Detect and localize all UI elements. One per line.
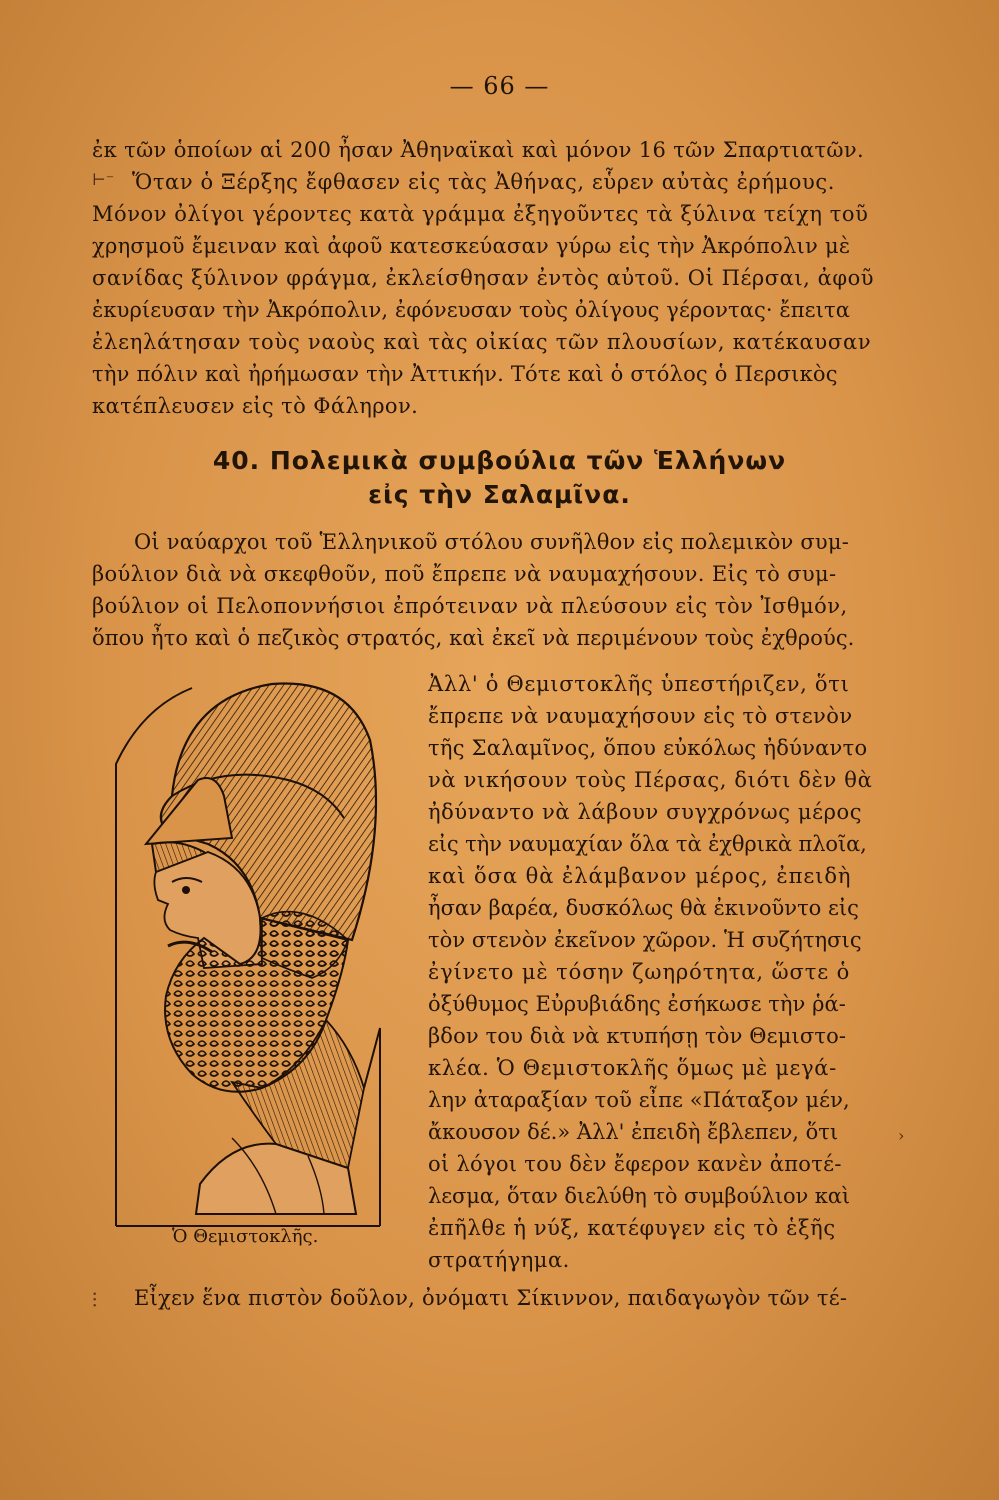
text-line: ἠδύναντο νὰ λάβουν συγχρόνως μέρος [428,800,863,824]
text-line: Μόνον ὀλίγοι γέροντες κατὰ γράμμα ἐξηγοῦντες τὰ ξύλινα τείχη τοῦ [92,202,869,226]
text-line: ὀξύθυμος Εὐρυβιάδης ἐσήκωσε τὴν ῥά- [428,992,846,1016]
text-line: βούλιον διὰ νὰ σκεφθοῦν, ποῦ ἔπρεπε νὰ ναυμαχήσουν. Εἰς τὸ συμ- [92,562,837,586]
text-line: ἐλεηλάτησαν τοὺς ναοὺς καὶ τὰς οἰκίας τῶν πλουσίων, κατέκαυσαν [92,330,872,354]
text-line: ἐκ τῶν ὁποίων αἱ 200 ἦσαν Ἀθηναϊκαὶ καὶ μόνον 16 τῶν Σπαρτιατῶν. [92,138,865,162]
text-line: καὶ ὅσα θὰ ἐλάμβανον μέρος, ἐπειδὴ [428,864,852,888]
text-line: λεσμα, ὅταν διελύθη τὸ συμβούλιον καὶ [428,1184,851,1208]
text-line: τὴν πόλιν καὶ ἠρήμωσαν τὴν Ἀττικήν. Τότε καὶ ὁ στόλος ὁ Περσικὸς [92,362,838,386]
text-line: χρησμοῦ ἔμειναν καὶ ἀφοῦ κατεσκεύασαν γύρω εἰς τὴν Ἀκρόπολιν μὲ [92,234,851,258]
text-line: βδον του διὰ νὰ κτυπήσῃ τὸν Θεμιστο- [428,1024,847,1048]
text-line: εἰς τὴν ναυμαχίαν ὅλα τὰ ἐχθρικὰ πλοῖα, [428,832,867,856]
page-number: — 66 — [449,72,550,100]
text-line: κατέπλευσεν εἰς τὸ Φάληρον. [92,394,419,418]
margin-mark: › [898,1126,905,1145]
text-line: στρατήγημα. [428,1248,570,1272]
text-line: Εἶχεν ἕνα πιστὸν δοῦλον, ὀνόματι Σίκιννον, παιδαγωγὸν τῶν τέ- [134,1286,848,1310]
figure-caption: Ὁ Θεμιστοκλῆς. [172,1226,319,1247]
text-line: κλέα. Ὁ Θεμιστοκλῆς ὅμως μὲ μεγά- [428,1056,837,1080]
text-line: τῆς Σαλαμῖνος, ὅπου εὐκόλως ἠδύναντο [428,736,868,760]
text-line: ἦσαν βαρέα, δυσκόλως θὰ ἐκινοῦντο εἰς [428,896,859,920]
text-line: τὸν στενὸν ἐκεῖνον χῶρον. Ἡ συζήτησις [428,928,862,952]
themistocles-portrait [112,668,404,1228]
text-line: ἐγίνετο μὲ τόσην ζωηρότητα, ὥστε ὁ [428,960,851,984]
text-line: ἐκυρίευσαν τὴν Ἀκρόπολιν, ἐφόνευσαν τοὺς ὀλίγους γέροντας· ἔπειτα [92,298,850,322]
text-line: βούλιον οἱ Πελοποννήσιοι ἐπρότειναν νὰ πλεύσουν εἰς τὸν Ἰσθμόν, [92,594,848,618]
margin-mark: ⫶ [92,1288,97,1312]
text-line: ὅπου ἦτο καὶ ὁ πεζικὸς στρατός, καὶ ἐκεῖ νὰ περιμένουν τοὺς ἐχθρούς. [92,626,855,650]
text-line: σανίδας ξύλινον φράγμα, ἐκλείσθησαν ἐντὸς αὐτοῦ. Οἱ Πέρσαι, ἀφοῦ [92,266,875,290]
margin-mark: ⊢⁻ [92,170,115,189]
text-line: ἄκουσον δέ.» Ἀλλ' ἐπειδὴ ἔβλεπεν, ὅτι [428,1120,839,1144]
text-line: Ἀλλ' ὁ Θεμιστοκλῆς ὑπεστήριζεν, ὅτι [428,672,850,696]
text-line: Οἱ ναύαρχοι τοῦ Ἑλληνικοῦ στόλου συνῆλθον εἰς πολεμικὸν συμ- [134,530,850,554]
text-line: οἱ λόγοι του δὲν ἔφερον κανὲν ἀποτέ- [428,1152,842,1176]
text-line: νὰ νικήσουν τοὺς Πέρσας, διότι δὲν θὰ [428,768,873,792]
text-line: ἐπῆλθε ἡ νύξ, κατέφυγεν εἰς τὸ ἑξῆς [428,1216,836,1240]
section-heading-continued: εἰς τὴν Σαλαμῖνα. [368,480,631,509]
text-line: λην ἀταραξίαν τοῦ εἶπε «Πάταξον μέν, [428,1088,850,1112]
text-line: ἔπρεπε νὰ ναυμαχήσουν εἰς τὸ στενὸν [428,704,853,728]
text-line: Ὅταν ὁ Ξέρξης ἔφθασεν εἰς τὰς Ἀθήνας, εὗρεν αὐτὰς ἐρήμους. [132,170,836,194]
section-heading: 40. Πολεμικὰ συμβούλια τῶν Ἑλλήνων [212,446,787,475]
